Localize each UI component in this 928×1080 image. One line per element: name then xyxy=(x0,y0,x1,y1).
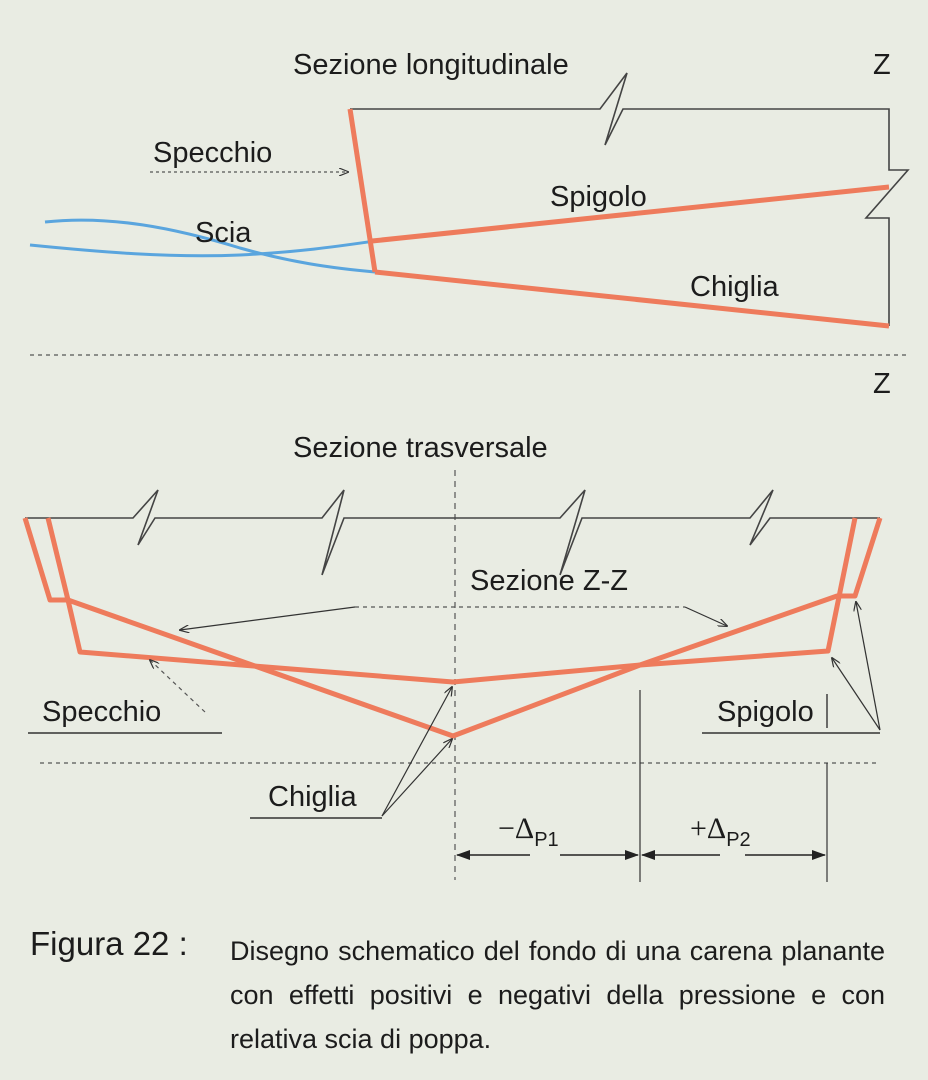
label-z-top: Z xyxy=(873,49,891,81)
caption-text: Disegno schematico del fondo di una carena planante con effetti positivi e negativi della pressione e con relativa scia di poppa. xyxy=(230,936,885,1054)
label-sezione-trasversale: Sezione trasversale xyxy=(293,432,548,464)
caption-label: Figura 22 : xyxy=(30,925,188,962)
label-specchio-top: Specchio xyxy=(153,137,273,169)
label-specchio-bottom: Specchio xyxy=(42,696,162,728)
label-delta-p2 xyxy=(690,812,751,851)
label-chiglia-top: Chiglia xyxy=(690,271,779,303)
label-spigolo-bottom: Spigolo xyxy=(717,696,814,728)
keel-line xyxy=(375,272,889,326)
figure-caption xyxy=(30,925,900,1061)
zz-pointer-left xyxy=(180,607,355,630)
label-z-mid: Z xyxy=(873,368,891,400)
hull-transom-section xyxy=(48,518,855,682)
transverse-section xyxy=(25,432,880,882)
label-sezione-longitudinale: Sezione longitudinale xyxy=(293,49,569,81)
delta-p2-sub: P2 xyxy=(726,829,751,851)
zz-pointer-right xyxy=(685,607,727,626)
spigolo-pointer-1 xyxy=(856,602,880,730)
label-sezione-zz: Sezione Z-Z xyxy=(470,565,628,597)
label-spigolo-top: Spigolo xyxy=(550,181,647,213)
delta-p2-sign: +Δ xyxy=(690,812,727,845)
label-delta-p1 xyxy=(498,812,559,851)
delta-p1-sign: −Δ xyxy=(498,812,535,845)
label-scia: Scia xyxy=(195,217,252,249)
transverse-break-outline xyxy=(25,490,880,575)
longitudinal-section xyxy=(30,49,908,326)
delta-p1-sub: P1 xyxy=(534,829,559,851)
label-chiglia-bottom: Chiglia xyxy=(268,781,357,813)
chiglia-pointer-1 xyxy=(382,687,452,816)
transom-line xyxy=(350,109,375,272)
